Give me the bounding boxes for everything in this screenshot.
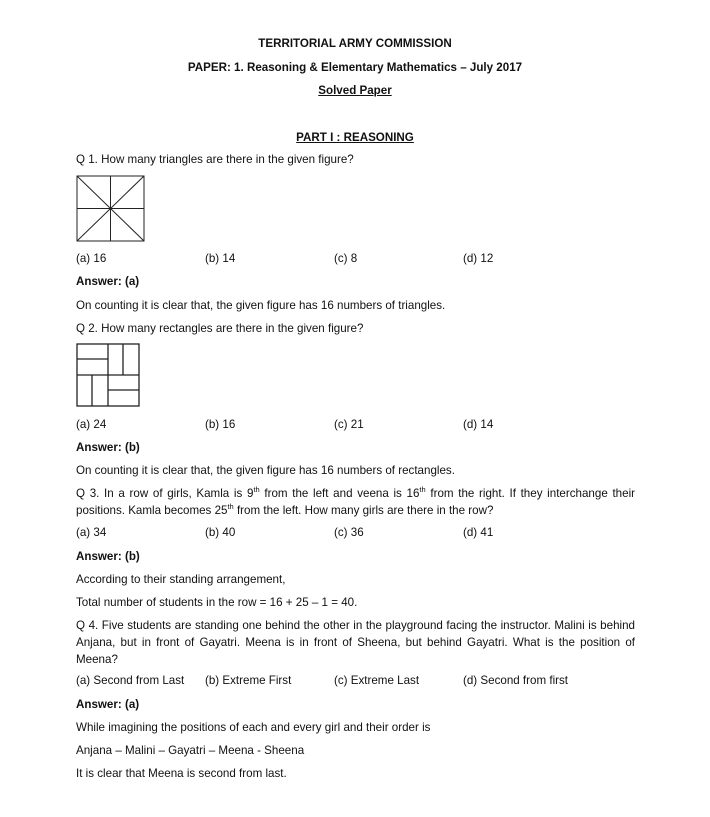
q4-option-a: (a) Second from Last <box>76 674 185 687</box>
q3-name-kamla-2: Kamla <box>128 504 162 517</box>
q4-option-b: (b) Extreme First <box>205 674 292 687</box>
q3-option-d: (d) 41 <box>463 526 494 539</box>
q3-name-kamla: Kamla <box>196 487 230 500</box>
q4-option-d: (d) Second from first <box>463 674 569 687</box>
q2-text: Q 2. How many rectangles are there in the given figure? <box>76 322 364 335</box>
q3-text: Q 3. In a row of girls, Kamla is 9th from the left and veena is 16th from the right. If they interchange their positions. Kamla becomes 25th from the left. How many girls are there in the row? <box>76 485 635 517</box>
q2-option-a: (a) 24 <box>76 418 107 431</box>
q4-answer: Answer: (a) <box>76 698 140 711</box>
q4-text: Q 4. Five students are standing one behind the other in the playground facing the instructor. Malini is behind Anjana, but in front of Gayatri. Meena is in front of Sheena, but behind Gayatri. What is the position of Meena? <box>76 619 635 666</box>
q4-order: Anjana – Malini – Gayatri – Meena - Sheena <box>76 744 305 757</box>
q2-option-b: (b) 16 <box>205 418 236 431</box>
q1-triangle-figure <box>76 175 146 243</box>
solved-paper-subtitle: Solved Paper <box>318 84 392 97</box>
document-title: TERRITORIAL ARMY COMMISSION <box>258 37 452 50</box>
q3-answer: Answer: (b) <box>76 550 140 563</box>
q2-option-c: (c) 21 <box>334 418 364 431</box>
q3-explanation-1: According to their standing arrangement, <box>76 573 286 586</box>
q3-option-a: (a) 34 <box>76 526 107 539</box>
q2-option-d: (d) 14 <box>463 418 494 431</box>
q2-rectangle-figure <box>76 343 141 408</box>
q3-explanation-2: Total number of students in the row = 16 + 25 – 1 = 40. <box>76 596 358 609</box>
part-heading: PART I : REASONING <box>296 131 414 144</box>
q3-option-c: (c) 36 <box>334 526 364 539</box>
q2-answer: Answer: (b) <box>76 441 140 454</box>
q1-option-c: (c) 8 <box>334 252 358 265</box>
q1-answer: Answer: (a) <box>76 275 140 288</box>
q4-option-c: (c) Extreme Last <box>334 674 420 687</box>
q2-explanation: On counting it is clear that, the given figure has 16 numbers of rectangles. <box>76 464 455 477</box>
q1-option-b: (b) 14 <box>205 252 236 265</box>
q3-option-b: (b) 40 <box>205 526 236 539</box>
q1-option-d: (d) 12 <box>463 252 494 265</box>
q1-option-a: (a) 16 <box>76 252 107 265</box>
q4-conclusion: It is clear that Meena is second from last. <box>76 767 287 780</box>
paper-title: PAPER: 1. Reasoning & Elementary Mathematics – July 2017 <box>187 61 523 74</box>
q1-text: Q 1. How many triangles are there in the given figure? <box>76 153 354 166</box>
q4-explanation-1: While imagining the positions of each and every girl and their order is <box>76 721 431 734</box>
q1-explanation: On counting it is clear that, the given figure has 16 numbers of triangles. <box>76 299 446 312</box>
